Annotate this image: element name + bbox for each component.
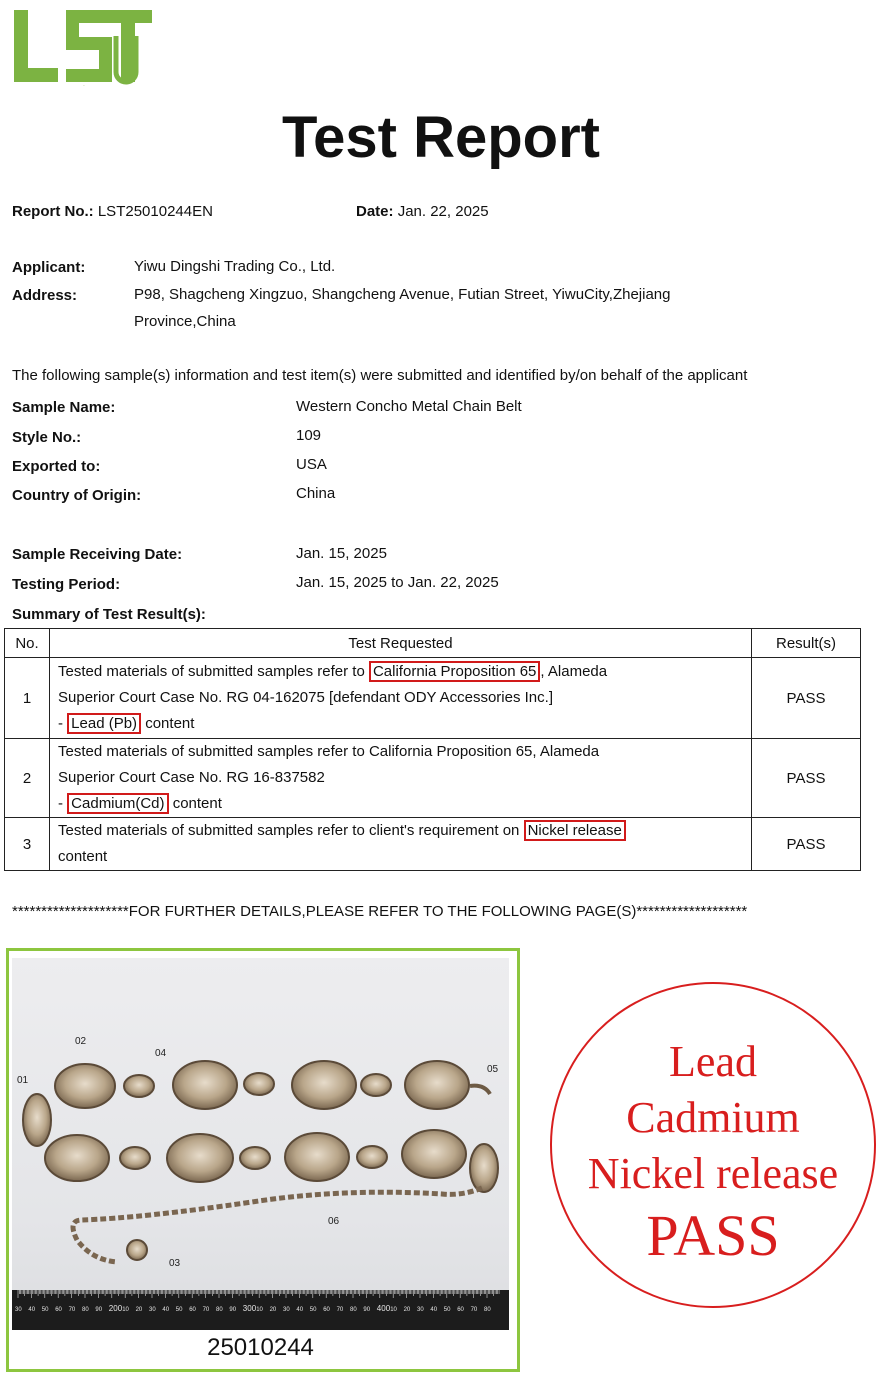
address-line-2: Province,China — [134, 313, 236, 330]
row-text: Superior Court Case No. RG 16-837582 — [58, 769, 325, 786]
photo-label: 02 — [75, 1036, 87, 1047]
ruler-number: 70 — [202, 1307, 210, 1313]
stamp-line-lead: Lead — [669, 1037, 757, 1086]
sample-name-label: Sample Name: — [12, 399, 116, 416]
highlight-box: Cadmium(Cd) — [67, 793, 168, 814]
style-no-label: Style No.: — [12, 429, 82, 446]
exported-label: Exported to: — [12, 458, 101, 475]
intro-text: The following sample(s) information and test item(s) were submitted and identified by/on behalf of the applicant — [12, 367, 748, 384]
photo-label: 01 — [17, 1075, 29, 1086]
testing-period: Jan. 15, 2025 to Jan. 22, 2025 — [296, 574, 499, 591]
row-result: PASS — [752, 739, 861, 818]
photo-label: 04 — [155, 1048, 167, 1059]
ruler-number: 80 — [82, 1307, 89, 1313]
ruler-number: 70 — [336, 1307, 344, 1313]
pass-stamp — [550, 982, 876, 1308]
ruler-number: 20 — [403, 1307, 411, 1313]
row-text: Superior Court Case No. RG 04-162075 [defendant ODY Accessories Inc.] — [58, 689, 553, 706]
measuring-ruler — [12, 1290, 509, 1330]
ruler-number: 10 — [256, 1307, 263, 1313]
ruler-number: 20 — [135, 1307, 143, 1313]
ruler-number: 30 — [283, 1307, 290, 1313]
row-number: 1 — [5, 658, 50, 739]
ruler-number: 70 — [470, 1307, 478, 1313]
row-result: PASS — [752, 818, 861, 871]
stamp-line-cadmium: Cadmium — [626, 1093, 800, 1142]
stamp-line-nickel: Nickel release — [587, 1149, 839, 1198]
ruler-number: 80 — [216, 1307, 223, 1313]
applicant-name: Yiwu Dingshi Trading Co., Ltd. — [134, 258, 336, 275]
row-text: , Alameda — [540, 663, 608, 680]
row-text: Tested materials of submitted samples refer to client's requirement on — [58, 822, 524, 839]
report-number-row — [12, 203, 213, 220]
exported-to: USA — [296, 456, 327, 473]
style-no: 109 — [296, 427, 322, 444]
report-number-label: Report No.: — [12, 203, 94, 220]
belt-illustration — [12, 958, 509, 1330]
table-row — [5, 818, 861, 871]
ruler-number: 60 — [189, 1307, 196, 1313]
ruler-number: 30 — [149, 1307, 156, 1313]
col-no-header: No. — [5, 629, 50, 658]
ruler-number: 60 — [457, 1307, 464, 1313]
photo-label: 03 — [169, 1258, 181, 1269]
lst-logo — [10, 6, 156, 88]
row-result: PASS — [752, 658, 861, 739]
ruler-number: 50 — [41, 1307, 49, 1313]
ruler-number: 10 — [122, 1307, 129, 1313]
report-date-row — [356, 203, 489, 220]
row-number: 2 — [5, 739, 50, 818]
sample-photo — [12, 958, 509, 1330]
row-text: Tested materials of submitted samples refer to — [58, 663, 369, 680]
ruler-number: 60 — [323, 1307, 330, 1313]
further-details-note: ********************FOR FURTHER DETAILS,PLEASE REFER TO THE FOLLOWING PAGE(S)******************* — [12, 903, 748, 920]
report-date: Jan. 22, 2025 — [397, 203, 489, 220]
photo-label: 06 — [328, 1216, 340, 1227]
row-description — [50, 818, 752, 871]
receiving-date: Jan. 15, 2025 — [296, 545, 387, 562]
testing-period-label: Testing Period: — [12, 576, 121, 593]
belt-lower-row — [45, 1130, 498, 1192]
row-text: content — [141, 715, 195, 732]
photo-label: 05 — [487, 1064, 499, 1075]
ruler-number: 40 — [430, 1307, 438, 1313]
report-date-label: Date: — [356, 203, 394, 220]
ruler-number: 40 — [28, 1307, 36, 1313]
ruler-number: 400 — [376, 1304, 391, 1313]
row-text: - — [58, 715, 68, 732]
highlight-box: Nickel release — [524, 820, 626, 841]
address-label: Address: — [12, 287, 78, 304]
applicant-label: Applicant: — [12, 259, 86, 276]
table-row — [5, 739, 861, 818]
ruler-number: 80 — [350, 1307, 357, 1313]
ruler-number: 60 — [55, 1307, 62, 1313]
ruler-number: 50 — [309, 1307, 317, 1313]
logo-text: LST — [83, 86, 85, 87]
row-text: content — [58, 848, 108, 865]
ruler-number: 50 — [443, 1307, 451, 1313]
ruler-number: 30 — [417, 1307, 424, 1313]
summary-heading: Summary of Test Result(s): — [12, 606, 206, 623]
table-header-row — [5, 629, 861, 658]
table-row — [5, 658, 861, 739]
stamp-line-pass: PASS — [646, 1203, 780, 1268]
ruler-number: 200 — [108, 1304, 123, 1313]
row-text: - — [58, 795, 68, 812]
row-description — [50, 739, 752, 818]
ruler-ticks — [12, 1290, 509, 1330]
row-number: 3 — [5, 818, 50, 871]
ruler-number: 20 — [269, 1307, 277, 1313]
highlight-box: Lead (Pb) — [67, 713, 141, 734]
summary-table — [4, 628, 861, 871]
ruler-number: 70 — [68, 1307, 76, 1313]
receiving-date-label: Sample Receiving Date: — [12, 546, 183, 563]
ruler-number: 50 — [175, 1307, 183, 1313]
page-title: Test Report — [282, 105, 600, 170]
row-text: content — [168, 795, 222, 812]
col-result-header: Result(s) — [752, 629, 861, 658]
report-number: LST25010244EN — [97, 203, 213, 220]
ruler-number: 30 — [15, 1307, 22, 1313]
country-of-origin: China — [296, 485, 336, 502]
address-line-1: P98, Shagcheng Xingzuo, Shangcheng Avenue, Futian Street, YiwuCity,Zhejiang — [134, 286, 671, 303]
ruler-number: 300 — [242, 1304, 257, 1313]
highlight-box: California Proposition 65 — [369, 661, 540, 682]
ruler-number: 10 — [390, 1307, 397, 1313]
ruler-number: 90 — [229, 1307, 237, 1313]
ruler-number: 40 — [296, 1307, 304, 1313]
col-test-header: Test Requested — [50, 629, 752, 658]
row-description — [50, 658, 752, 739]
origin-label: Country of Origin: — [12, 487, 142, 504]
sample-name: Western Concho Metal Chain Belt — [296, 398, 522, 415]
ruler-number: 90 — [95, 1307, 103, 1313]
row-text: Tested materials of submitted samples refer to California Proposition 65, Alameda — [58, 743, 600, 760]
photo-caption: 25010244 — [207, 1334, 314, 1361]
ruler-number: 90 — [363, 1307, 371, 1313]
ruler-number: 80 — [484, 1307, 491, 1313]
ruler-number: 40 — [162, 1307, 170, 1313]
